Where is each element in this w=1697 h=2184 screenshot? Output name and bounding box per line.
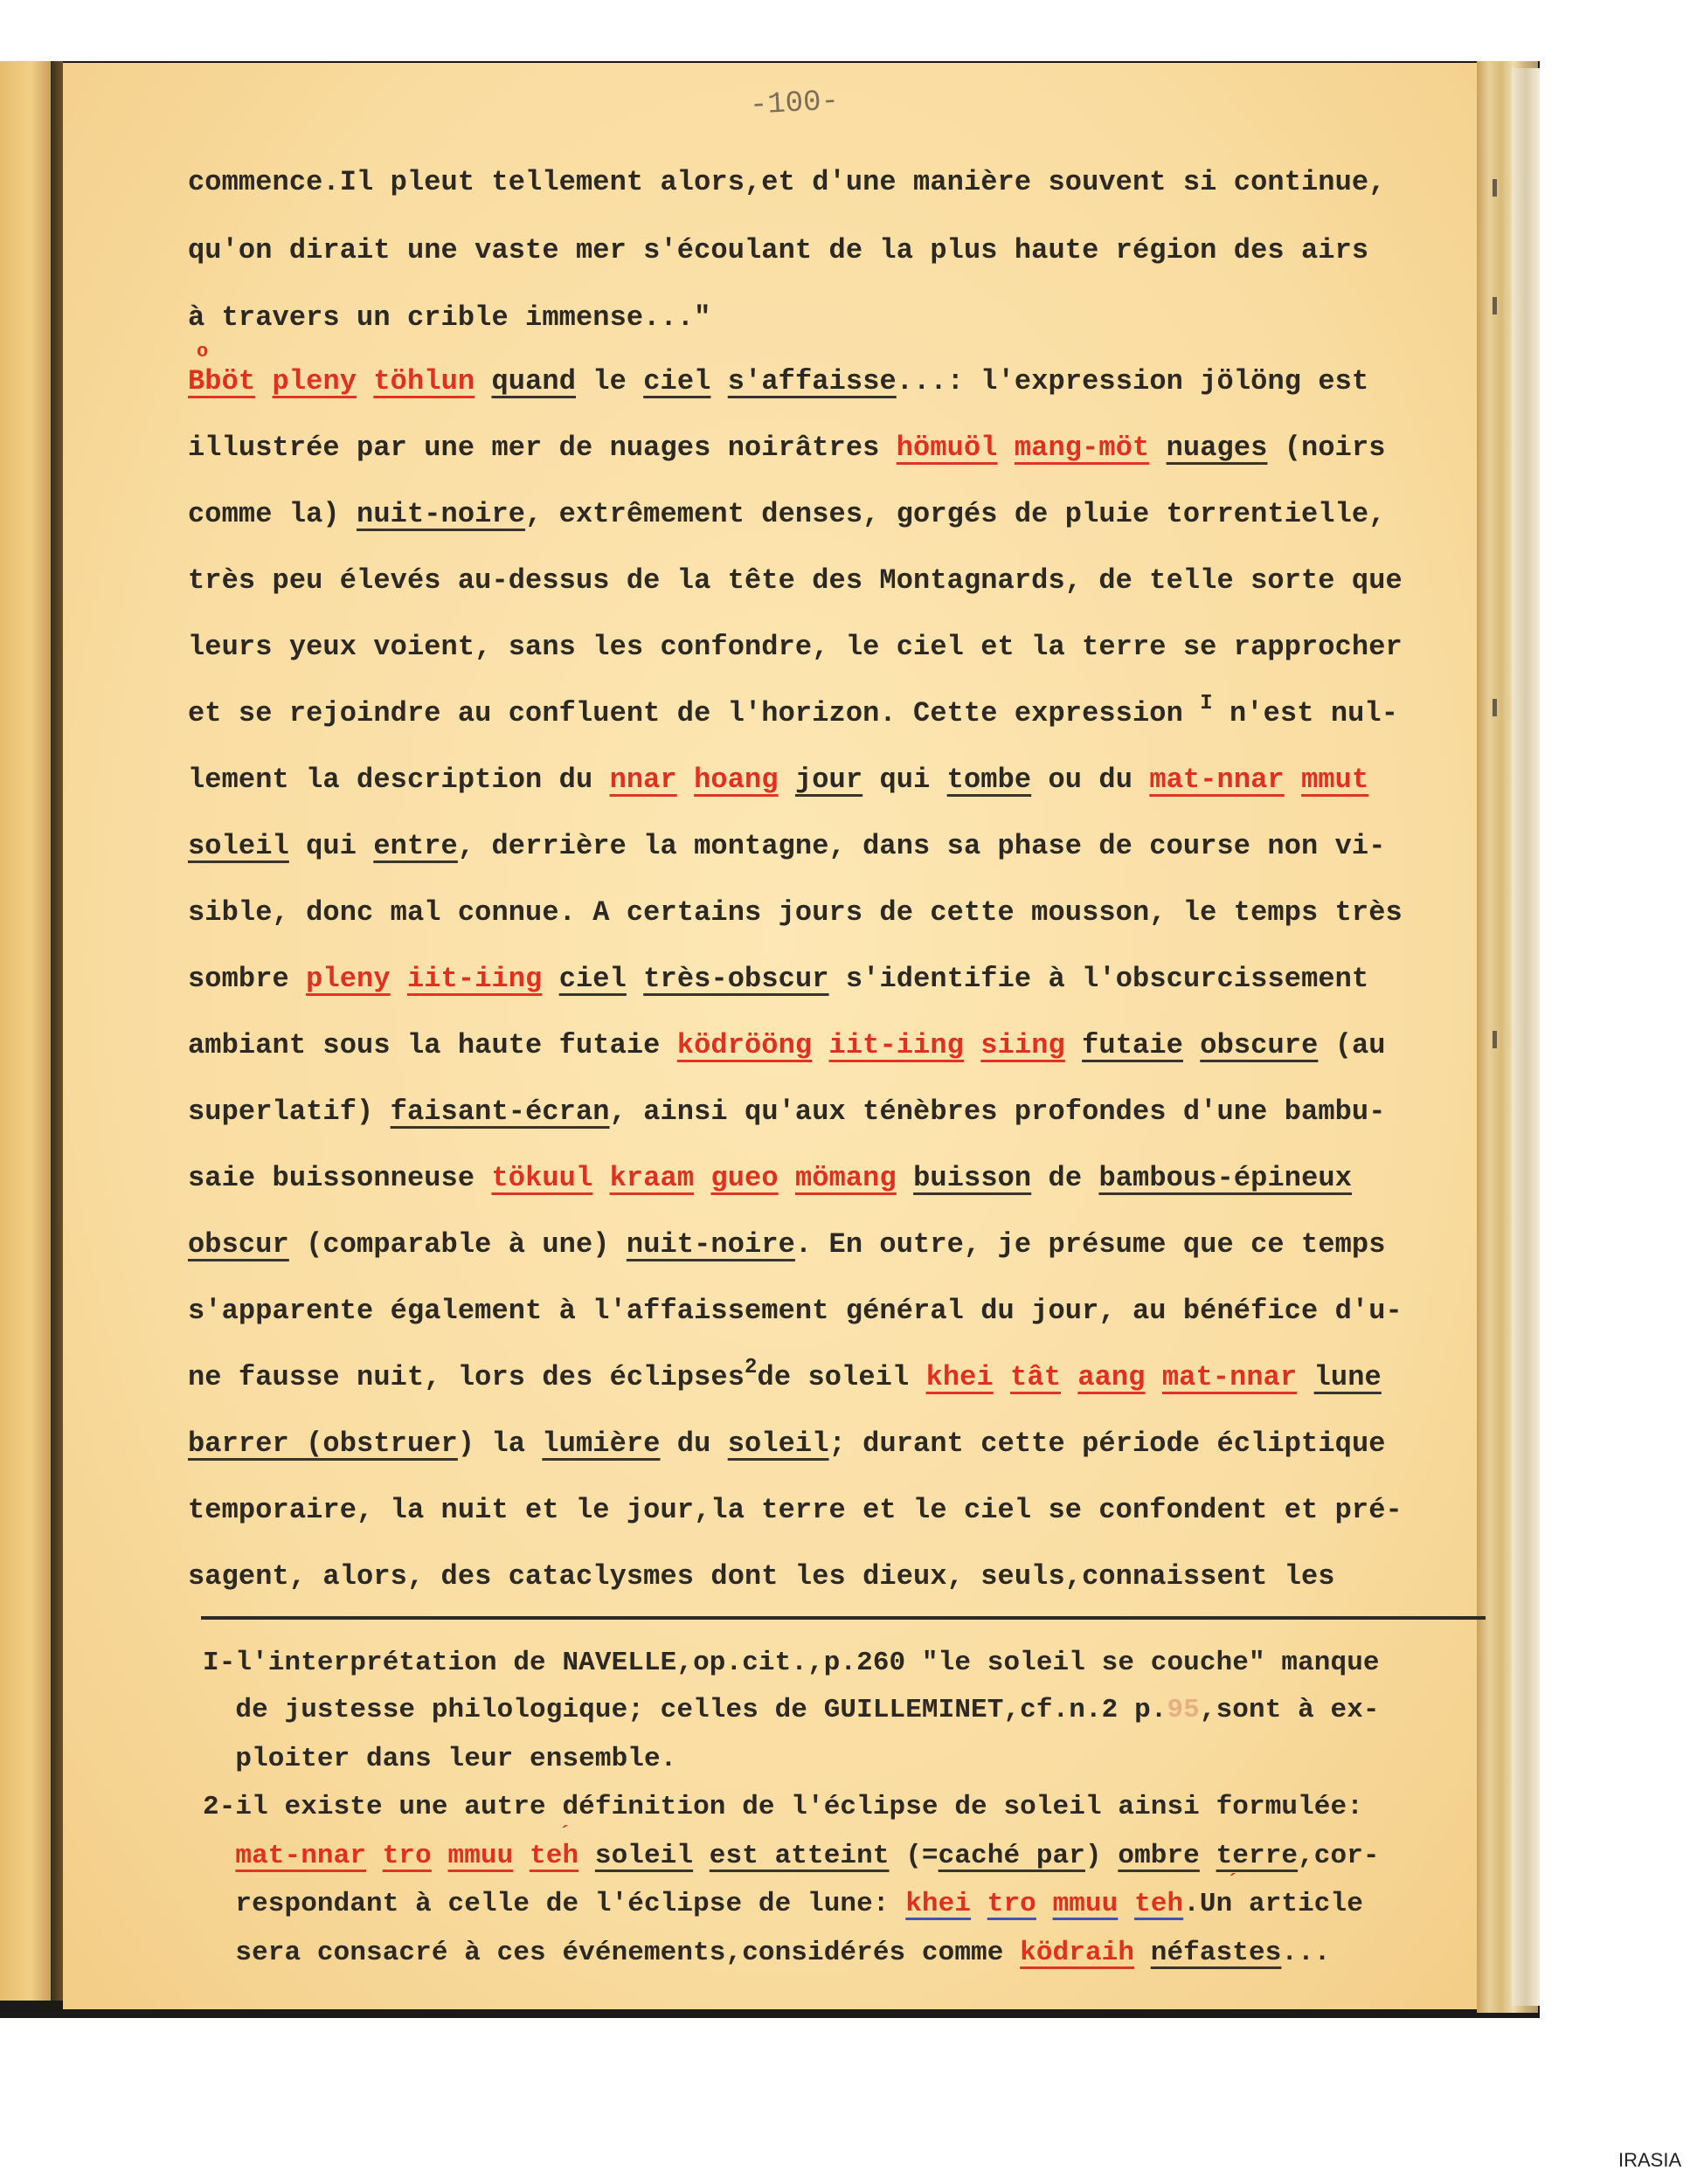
text-run <box>693 1841 710 1871</box>
text-run: illustrée par une mer de nuages noirâtres <box>188 432 897 464</box>
vernacular-word: mömang <box>794 1162 897 1194</box>
footnote-line-3 <box>203 1744 676 1774</box>
gloss-word: lune <box>1313 1361 1382 1393</box>
text-run: qu'on dirait une vaste mer s'écoulant de la plus haute région des airs <box>188 234 1369 266</box>
gloss-word: nuit-noire <box>357 498 526 530</box>
text-line-8 <box>188 631 1403 663</box>
vernacular-word: khei <box>925 1361 994 1393</box>
gloss-word: nuit-noire <box>626 1228 795 1261</box>
text-run: I-l'interprétation de NAVELLE,op.cit.,p.260 "le soleil se couche" manque <box>203 1648 1380 1678</box>
text-run: lement la description du <box>188 764 610 796</box>
gloss-word: ombre <box>1118 1841 1200 1871</box>
facing-page-edge <box>0 61 51 2001</box>
gloss-word: néfastes <box>1150 1938 1282 1968</box>
text-run <box>1146 1361 1162 1393</box>
text-run: ,sont à ex- <box>1199 1695 1380 1725</box>
text-run: qui <box>862 764 947 796</box>
text-run: de soleil <box>757 1361 926 1393</box>
text-run <box>779 764 795 796</box>
text-run <box>1065 1029 1082 1061</box>
vernacular-word: teh <box>530 1841 579 1871</box>
vernacular-word: ködraih <box>1020 1938 1135 1968</box>
text-run <box>542 963 558 995</box>
text-line-4 <box>188 365 1368 397</box>
footnote-line-7 <box>203 1938 1331 1968</box>
text-run <box>578 1841 595 1871</box>
text-run <box>432 1841 448 1871</box>
vernacular-word: hömuöl <box>896 432 998 464</box>
text-run <box>710 365 727 397</box>
text-line-18 <box>188 1295 1403 1327</box>
text-run: du <box>660 1427 728 1460</box>
text-run <box>357 365 373 397</box>
gloss-word: ciel <box>558 963 627 995</box>
gloss-word: jour <box>794 764 863 796</box>
text-run <box>694 1162 710 1194</box>
text-run: leurs yeux voient, sans les confondre, le ciel et la terre se rapprocher <box>188 631 1403 663</box>
vernacular-word: hoang <box>694 764 779 796</box>
vernacular-word: siing <box>980 1029 1065 1061</box>
vernacular-word: kraam <box>609 1162 695 1194</box>
text-run <box>366 1841 383 1871</box>
page-number: -100- <box>749 85 840 123</box>
text-run: .Un article <box>1183 1889 1363 1919</box>
text-run <box>592 1162 609 1194</box>
gloss-word: soleil <box>727 1427 829 1460</box>
vernacular-word: tro <box>987 1889 1036 1919</box>
text-run: de <box>1031 1162 1099 1194</box>
gloss-word: barrer (obstruer <box>188 1427 458 1460</box>
text-run <box>812 1029 828 1061</box>
text-run: ; durant cette période écliptique <box>828 1427 1386 1460</box>
footnote-line-1 <box>203 1648 1380 1678</box>
footnote-ref: I <box>1200 692 1213 715</box>
vernacular-word: iit-iing <box>406 963 543 995</box>
accent-mark: ´ <box>559 1823 571 1845</box>
text-run: ...: l'expression jölöng est <box>896 365 1369 397</box>
text-run: comme la) <box>188 498 357 530</box>
text-run <box>1285 764 1301 796</box>
text-run <box>1200 1841 1216 1871</box>
vernacular-word: mat-nnar <box>235 1841 367 1871</box>
text-run: commence.Il pleut tellement alors,et d'une manière souvent si continue, <box>188 166 1386 198</box>
gloss-word: futaie <box>1082 1029 1183 1061</box>
gloss-word: caché par <box>938 1841 1085 1871</box>
text-run: , ainsi qu'aux ténèbres profondes d'une bambu- <box>609 1095 1386 1128</box>
margin-mark <box>1493 297 1497 314</box>
text-run: s'apparente également à l'affaissement général du jour, au bénéfice d'u- <box>188 1295 1403 1327</box>
text-run: très peu élevés au-dessus de la tête des Montagnards, de telle sorte que <box>188 564 1403 597</box>
text-run: (comparable à une) <box>288 1228 627 1261</box>
text-line-14 <box>188 1029 1386 1061</box>
text-line-17 <box>188 1228 1386 1261</box>
gloss-word: tombe <box>946 764 1032 796</box>
gloss-word: obscur <box>188 1228 289 1261</box>
text-line-16 <box>188 1162 1352 1194</box>
text-line-6 <box>188 498 1386 530</box>
gloss-word: nuages <box>1166 432 1268 464</box>
text-line-2 <box>188 234 1368 266</box>
vernacular-word: pleny <box>272 365 357 397</box>
text-run: sombre <box>188 963 307 995</box>
vernacular-word: mmuu <box>447 1841 514 1871</box>
margin-mark <box>1493 699 1497 716</box>
gloss-word: faisant-écran <box>390 1095 610 1128</box>
margin-mark <box>1493 1031 1497 1048</box>
binding-edge <box>1512 68 1540 2006</box>
footnote-line-4 <box>203 1792 1363 1822</box>
text-line-13 <box>188 963 1368 995</box>
footnote-line-5 <box>203 1841 1380 1871</box>
text-run: , derrière la montagne, dans sa phase de course non vi- <box>457 830 1386 862</box>
book-gutter <box>51 61 63 2001</box>
text-run: sagent, alors, des cataclysmes dont les dieux, seuls,connaissent les <box>188 1560 1335 1593</box>
watermark: IRASIA <box>1618 2149 1682 2171</box>
margin-mark <box>1493 179 1497 197</box>
text-run <box>255 365 272 397</box>
text-run: s'identifie à l'obscurcissement <box>828 963 1369 995</box>
text-line-19 <box>188 1356 1382 1393</box>
text-run <box>998 432 1015 464</box>
gloss-word: obscure <box>1200 1029 1319 1061</box>
gloss-word: entre <box>373 830 458 862</box>
text-line-10 <box>188 764 1368 796</box>
vernacular-word: tro <box>382 1841 432 1871</box>
text-line-11 <box>188 830 1386 862</box>
gloss-word: soleil <box>188 830 289 862</box>
text-line-1 <box>188 166 1386 198</box>
text-run <box>1061 1361 1077 1393</box>
vernacular-word: mat-nnar <box>1161 1361 1298 1393</box>
gloss-word: bambous-épineux <box>1098 1162 1352 1194</box>
vernacular-word: mang-möt <box>1014 432 1150 464</box>
footnote-line-2 <box>203 1695 1380 1725</box>
text-run <box>677 764 694 796</box>
text-run: , extrêmement denses, gorgés de pluie torrentielle, <box>525 498 1386 530</box>
vernacular-word: pleny <box>306 963 391 995</box>
text-line-7 <box>188 564 1403 597</box>
text-run: et se rejoindre au confluent de l'horizon. Cette expression <box>188 697 1201 729</box>
vernacular-word: mat-nnar <box>1149 764 1285 796</box>
text-run: de justesse philologique; celles de GUILLEMINET,cf.n.2 p. <box>203 1695 1167 1725</box>
text-run: ... <box>1281 1938 1331 1968</box>
footnote-line-6 <box>203 1889 1363 1919</box>
text-run: ploiter dans leur ensemble. <box>203 1744 677 1774</box>
text-run <box>897 1162 913 1194</box>
text-run: 2-il existe une autre définition de l'éclipse de soleil ainsi formulée: <box>203 1792 1363 1822</box>
vernacular-word: mmuu <box>1052 1889 1119 1919</box>
vernacular-word: nnar <box>609 764 677 796</box>
text-run <box>203 1841 235 1871</box>
text-run: (noirs <box>1267 432 1386 464</box>
vernacular-word: aang <box>1077 1361 1146 1393</box>
text-run: ou du <box>1031 764 1150 796</box>
text-line-5 <box>188 432 1386 464</box>
accent-mark: o <box>197 341 209 363</box>
text-run: qui <box>288 830 374 862</box>
text-run <box>474 365 491 397</box>
text-run <box>513 1841 530 1871</box>
vernacular-word: iit-iing <box>828 1029 964 1061</box>
text-run <box>1118 1889 1134 1919</box>
footnote-separator <box>201 1616 1486 1620</box>
text-run <box>971 1889 987 1919</box>
text-run: à travers un crible immense..." <box>188 301 711 334</box>
text-run: (au <box>1318 1029 1386 1061</box>
text-run: sible, donc mal connue. A certains jours de cette mousson, le temps très <box>188 896 1403 929</box>
vernacular-word: mmut <box>1301 764 1369 796</box>
vernacular-word: Bböt <box>188 365 256 397</box>
vernacular-word: gueo <box>710 1162 779 1194</box>
vernacular-word: teh <box>1134 1889 1184 1919</box>
gloss-word: buisson <box>913 1162 1032 1194</box>
text-run <box>1297 1361 1313 1393</box>
text-run <box>994 1361 1010 1393</box>
text-line-21 <box>188 1494 1403 1526</box>
gloss-word: ciel <box>643 365 711 397</box>
text-run <box>1036 1889 1053 1919</box>
accent-mark: ´ <box>1227 1871 1239 1893</box>
text-run <box>779 1162 795 1194</box>
gloss-word: très-obscur <box>643 963 829 995</box>
gloss-word: terre <box>1216 1841 1299 1871</box>
text-run <box>627 963 643 995</box>
text-line-20 <box>188 1427 1386 1460</box>
text-run: superlatif) <box>188 1095 391 1128</box>
text-run <box>1134 1938 1151 1968</box>
text-run: n'est nul- <box>1212 697 1399 729</box>
gloss-word: soleil <box>594 1841 694 1871</box>
text-run: ) <box>1084 1841 1119 1871</box>
vernacular-word: töhlun <box>373 365 475 397</box>
vernacular-word: ködrööng <box>676 1029 813 1061</box>
footnote-ref: 2 <box>745 1356 758 1379</box>
text-run <box>964 1029 980 1061</box>
handwritten-page-ref: 95 <box>1167 1695 1200 1725</box>
text-line-15 <box>188 1095 1386 1128</box>
text-line-3 <box>188 301 710 334</box>
text-line-9 <box>188 692 1399 729</box>
text-run: temporaire, la nuit et le jour,la terre et le ciel se confondent et pré- <box>188 1494 1403 1526</box>
text-run <box>391 963 407 995</box>
text-line-12 <box>188 896 1403 929</box>
text-run: . En outre, je présume que ce temps <box>794 1228 1386 1261</box>
text-run: ) la <box>457 1427 543 1460</box>
gloss-word: est atteint <box>709 1841 890 1871</box>
text-line-22 <box>188 1560 1335 1593</box>
gloss-word: lumière <box>542 1427 661 1460</box>
text-run <box>1149 432 1166 464</box>
text-run: ambiant sous la haute futaie <box>188 1029 677 1061</box>
gloss-word: s'affaisse <box>727 365 897 397</box>
vernacular-word: tât <box>1010 1361 1062 1393</box>
vernacular-word: khei <box>905 1889 972 1919</box>
text-run: ne fausse nuit, lors des éclipses <box>188 1361 745 1393</box>
text-run: saie buissonneuse <box>188 1162 492 1194</box>
text-run: (= <box>889 1841 939 1871</box>
gloss-word: quand <box>491 365 577 397</box>
text-run <box>1183 1029 1200 1061</box>
vernacular-word: tökuul <box>491 1162 593 1194</box>
text-run: ,cor- <box>1298 1841 1380 1871</box>
text-run: le <box>576 365 644 397</box>
text-run: respondant à celle de l'éclipse de lune: <box>203 1889 906 1919</box>
text-run: sera consacré à ces événements,considérés comme <box>203 1938 1021 1968</box>
